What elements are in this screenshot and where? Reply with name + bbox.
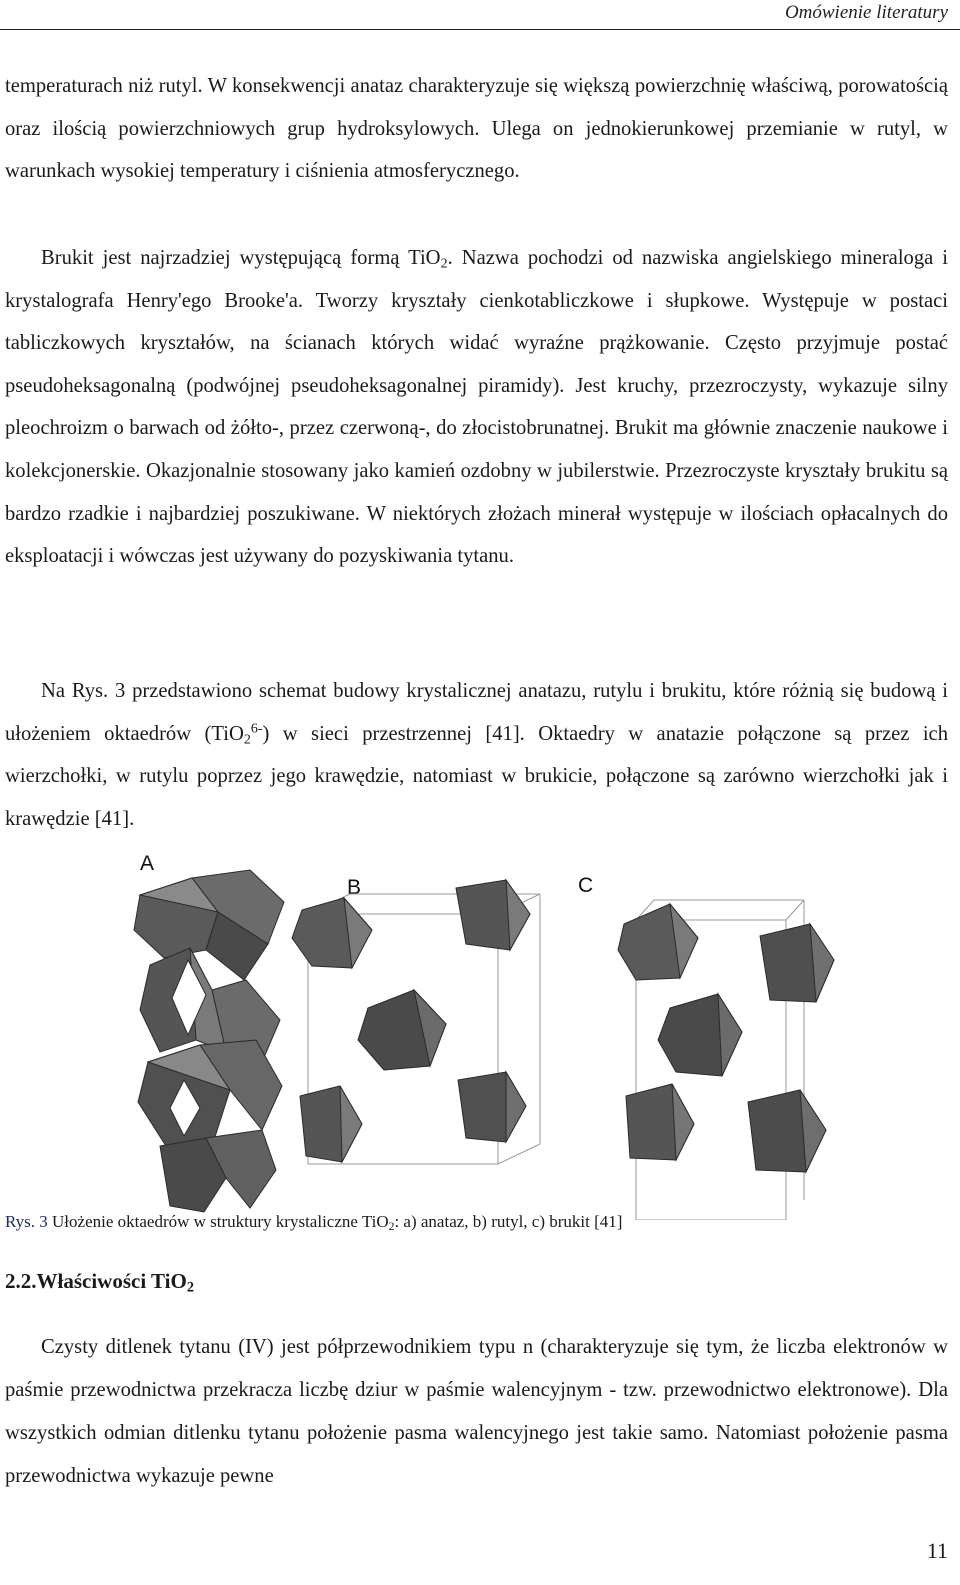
figure-caption-subscript: 2	[388, 1219, 395, 1233]
paragraph-2-part-a: Brukit jest najrzadziej występującą formą TiO	[41, 247, 441, 269]
figure-label-c: C	[578, 874, 594, 897]
paragraph-2	[5, 237, 948, 578]
paragraph-4: Czysty ditlenek tytanu (IV) jest półprzewodnikiem typu n (charakteryzuje się tym, że liczba elektronów w paśmie przewodnictwa przekracza liczbę dziur w paśmie walencyjnym - tzw. przewodnictwo elektronowe). Dla wszystkich odmian ditlenku tytanu położenie pasma walencyjnego jest takie samo. Natomiast położenie pasma przewodnictwa wykazuje pewne	[5, 1336, 948, 1487]
brookite-structure	[618, 900, 834, 1220]
figure-crystal-structures	[0, 840, 960, 1220]
page-number: 11	[926, 1538, 948, 1563]
paragraph-3-superscript: 6-	[250, 720, 263, 736]
figure-caption-text-b: : a) anataz, b) rutyl, c) brukit [41]	[394, 1212, 623, 1231]
section-number: 2.2.	[5, 1269, 37, 1293]
figure-label-a: A	[140, 852, 155, 875]
running-title: Omówienie literatury	[784, 2, 948, 23]
anatase-structure	[134, 870, 284, 1212]
paragraph-2-part-b: . Nazwa pochodzi od nazwiska angielskiego mineraloga i krystalografa Henry'ego Brooke'a. Tworzy kryształy cienkotabliczkowe i słupkowe. Występuje w postaci tabliczkowych kryształów, na ścianach których widać wyraźne prążkowanie. Często przyjmuje postać pseudoheksagonalną (podwójnej pseudoheksagonalnej piramidy). Jest kruchy, przezroczysty, wykazuje silny pleochroizm o barwach od żółto-, przez czerwoną-, do złocistobrunatnej. Brukit ma głównie znaczenie naukowe i kolekcjonerskie. Okazjonalnie stosowany jako kamień ozdobny w jubilerstwie. Przezroczyste kryształy brukitu są bardzo rzadkie i najbardziej poszukiwane. W niektórych złożach minerał występuje w ilościach opłacalnych do eksploatacji i wówczas jest używany do pozyskiwania tytanu.	[5, 247, 948, 568]
figure-label-b: B	[347, 876, 362, 899]
paragraph-2-subscript: 2	[440, 256, 448, 272]
section-title-subscript: 2	[186, 1279, 194, 1296]
paragraph-3-part-b: ) w sieci przestrzennej [41]. Oktaedry w anatazie połączone są przez ich wierzchołki, w rutylu poprzez jego krawędzie, natomiast w brukicie, połączone są zarówno wierzchołki jak i krawędzie [41].	[5, 722, 948, 830]
paragraph-3	[5, 670, 948, 840]
figure-caption-text-a: Ułożenie oktaedrów w struktury krystaliczne TiO	[47, 1212, 389, 1231]
crystal-structure-drawing	[0, 840, 960, 1220]
section-heading	[5, 1269, 194, 1294]
paragraph-3-part-a: Na Rys. 3 przedstawiono schemat budowy krystalicznej anatazu, rutylu i brukitu, które różnią się budową i ułożeniem oktaedrów (TiO	[5, 680, 948, 745]
header-rule	[0, 29, 960, 30]
figure-caption	[5, 1212, 622, 1232]
paragraph-1: temperaturach niż rutyl. W konsekwencji anataz charakteryzuje się większą powierzchnię właściwą, porowatością oraz ilością powierzchniowych grup hydroksylowych. Ulega on jednokierunkowej przemianie w rutyl, w warunkach wysokiej temperatury i ciśnienia atmosferycznego.	[5, 75, 948, 183]
section-title: Właściwości TiO	[36, 1269, 187, 1293]
paragraph-3-subscript: 2	[243, 732, 251, 748]
rutile-structure	[292, 880, 540, 1164]
figure-caption-number: Rys. 3	[5, 1212, 48, 1231]
